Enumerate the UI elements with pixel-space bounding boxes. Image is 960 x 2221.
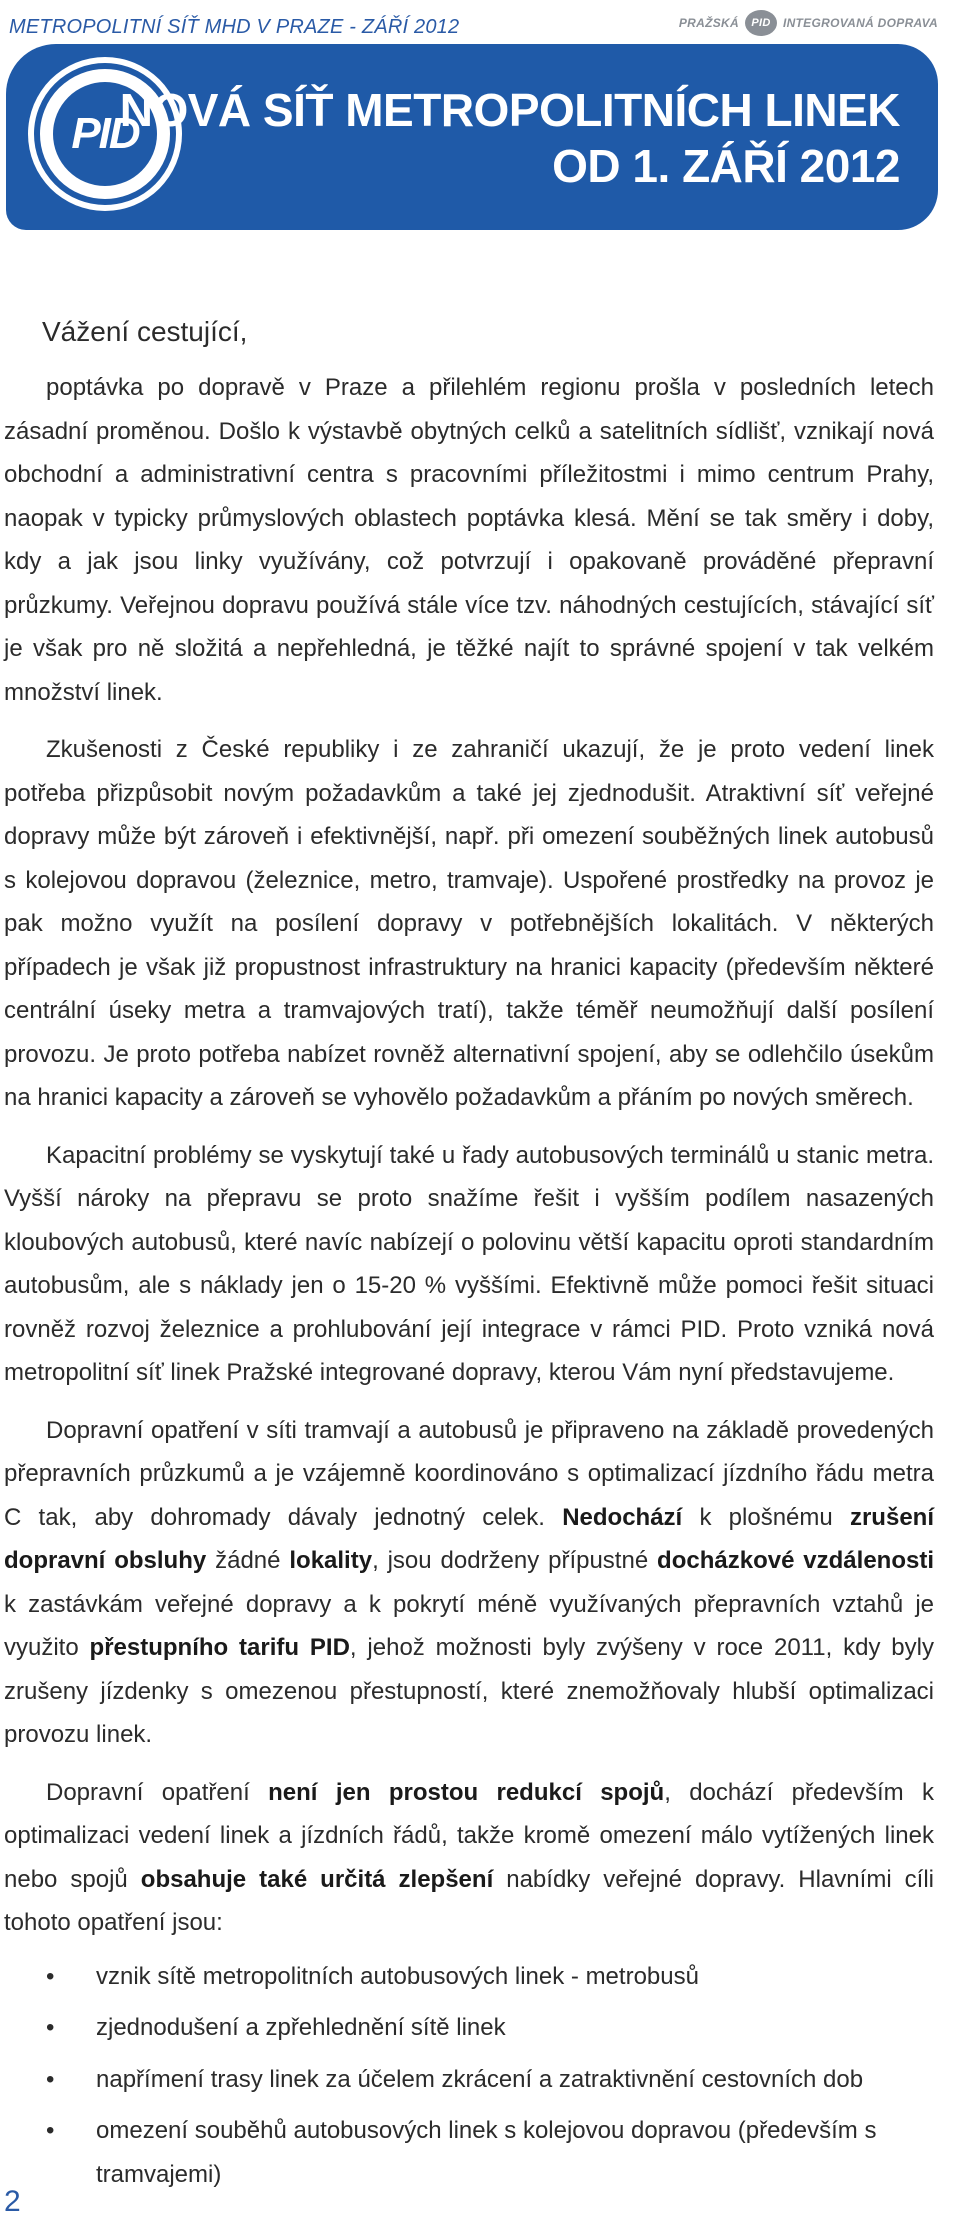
title-line-1: NOVÁ SÍŤ METROPOLITNÍCH LINEK xyxy=(119,84,900,136)
list-item: • napřímení trasy linek za účelem zkrácení a zatraktivnění cestovních dob xyxy=(4,2058,934,2102)
article-body xyxy=(4,366,934,2204)
list-item: • vznik sítě metropolitních autobusových linek - metrobusů xyxy=(4,1955,934,1999)
list-item: • zjednodušení a zpřehlednění sítě linek xyxy=(4,2006,934,2050)
brand-right-text: INTEGROVANÁ DOPRAVA xyxy=(782,16,938,30)
emphasis: lokality xyxy=(289,1547,373,1574)
pid-logo-text: PID xyxy=(53,82,157,186)
emphasis: docházkové vzdálenosti xyxy=(657,1547,934,1574)
paragraph-3: Kapacitní problémy se vyskytují také u řady autobusových terminálů u stanic metra. Vyšší nároky na přepravu se proto snažíme řešit i vyšším podílem nasazených kloubových autobusů, které navíc nabízejí o polovinu větší kapacitu oproti standardním autobusům, ale s náklady jen o 15-20 % vyššími. Efektivně může pomoci řešit situaci rovněž rozvoj železnice a prohlubování její integrace v rámci PID. Proto vzniká nová metropolitní síť linek Pražské integrované dopravy, kterou Vám nyní představujeme. xyxy=(4,1141,934,1386)
paragraph-2: Zkušenosti z České republiky i ze zahraničí ukazují, že je proto vedení linek potřeba přizpůsobit novým požadavkům a také jej zjednodušit. Atraktivní síť veřejné dopravy může být zároveň i efektivnější, např. při omezení souběžných linek autobusů s kolejovou dopravou (železnice, metro, tramvaje). Uspořené prostředky na provoz je pak možno využít na posílení dopravy v potřebnějších lokalitách. V některých případech je však již propustnost infrastruktury na hranici kapacity (především některé centrální úseky metra a tramvajových tratí), takže téměř neumožňují další posílení provozu. Je proto potřeba nabízet rovněž alternativní spojení, aby se odlehčilo úsekům na hranici kapacity a zároveň se vyhovělo požadavkům a přáním po nových směrech. xyxy=(4,736,934,1111)
greeting: Vážení cestující, xyxy=(42,316,248,347)
running-header: METROPOLITNÍ SÍŤ MHD V PRAZE - ZÁŘÍ 2012 xyxy=(9,16,460,38)
page-number: 2 xyxy=(4,2185,21,2218)
title-line-2: OD 1. ZÁŘÍ 2012 xyxy=(552,140,900,192)
emphasis: není jen prostou redukcí spojů xyxy=(268,1778,665,1806)
emphasis: přestupního tarifu PID xyxy=(89,1634,350,1661)
paragraph-5: Dopravní opatření není jen prostou redukcí spojů, dochází především k optimalizaci vedení linek a jízdních řádů, takže kromě omezení málo vytížených linek nebo spojů obsahuje také určitá zlepšení nabídky veřejné dopravy. Hlavními cíli tohoto opatření jsou: xyxy=(4,1778,934,1936)
emphasis: Nedochází xyxy=(562,1503,683,1531)
paragraph-4: Dopravní opatření v síti tramvají a autobusů je připraveno na základě provedených přepravních průzkumů a je vzájemně koordinováno s optimalizací jízdního řádu metra C tak, aby dohromady dávaly jednotný celek. Nedochází k plošnému zrušení dopravní obsluhy žádné lokality, jsou dodrženy přípustné docházkové vzdálenosti k zastávkám veřejné dopravy a k pokrytí méně využívaných přepravních vztahů je využito přestupního tarifu PID, jehož možnosti byly zvýšeny v roce 2011, kdy byly zrušeny jízdenky s omezenou přestupností, které znemožňovaly hlubší optimalizaci provozu linek. xyxy=(4,1416,934,1748)
page-title xyxy=(120,82,900,194)
emphasis: obsahuje také určitá zlepšení xyxy=(140,1865,494,1893)
emphasis: zrušení dopravní obsluhy xyxy=(4,1503,934,1574)
goals-list xyxy=(4,1955,934,2197)
brand-left-text: PRAŽSKÁ xyxy=(678,16,739,30)
paragraph-1: poptávka po dopravě v Praze a přilehlém regionu prošla v posledních letech zásadní proměnou. Došlo k výstavbě obytných celků a satelitních sídlišť, vznikají nová obchodní a administrativní centra s pracovními příležitostmi i mimo centrum Prahy, naopak v typicky průmyslových oblastech poptávka klesá. Mění se tak směry i doby, kdy a jak jsou linky využívány, což potvrzují i opakovaně prováděné přepravní průzkumy. Veřejnou dopravu používá stále více tzv. náhodných cestujících, stávající síť je však pro ně složitá a nepřehledná, je těžké najít to správné spojení v tak velkém množství linek. xyxy=(4,374,934,706)
list-item: • omezení souběhů autobusových linek s kolejovou dopravou (především s tramvajemi) xyxy=(4,2109,934,2196)
pid-mini-logo-icon: PID xyxy=(745,10,777,36)
brand-header xyxy=(679,10,938,36)
